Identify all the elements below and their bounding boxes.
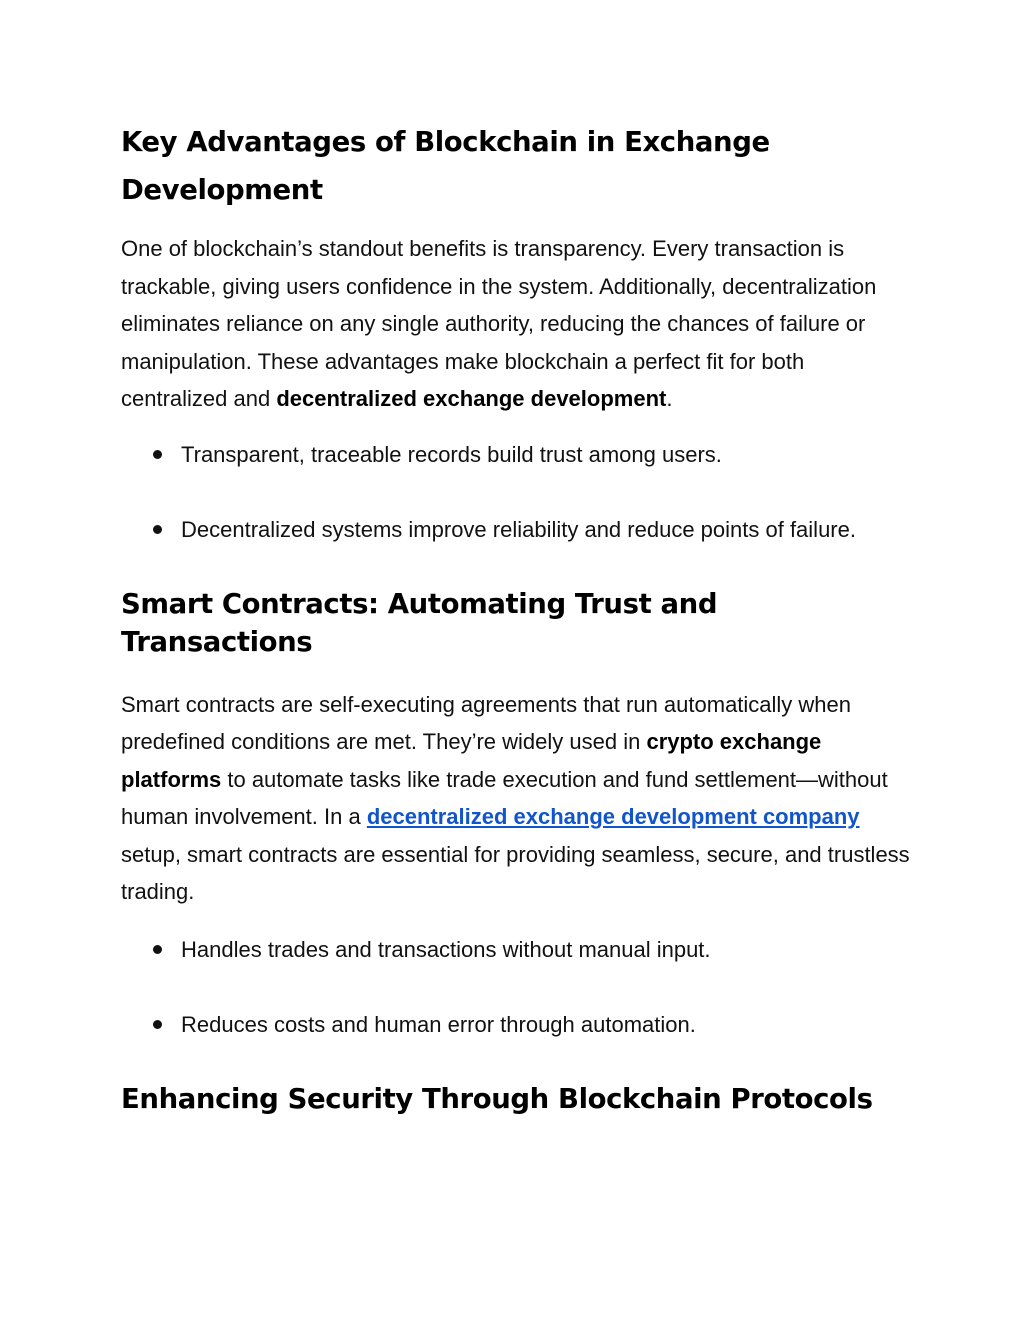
section-heading-security: Enhancing Security Through Blockchain Protocols — [121, 1082, 873, 1115]
section-heading-smart-contracts: Smart Contracts: Automating Trust and Transactions — [121, 587, 718, 658]
paragraph-text: setup, smart contracts are essential for providing seamless, secure, and trustless trading. — [121, 841, 910, 904]
paragraph-text: Smart contracts are self-executing agreements that run automatically when predefined conditions are met. They’re widely used in — [121, 691, 852, 754]
paragraph-text: One of blockchain’s standout benefits is transparency. Every transaction is trackable, giving users confidence in the system. Additionally, decentralization eliminates reliance on any single authority, reducing the chances of failure or manipulation. These advantages make blockchain a perfect fit for both centralized and — [121, 236, 877, 411]
list-item-text: Decentralized systems improve reliability and reduce points of failure. — [181, 517, 856, 542]
bullet-icon — [153, 525, 162, 534]
list-item-text: Transparent, traceable records build trust among users. — [181, 441, 722, 467]
decentralized-exchange-link[interactable]: decentralized exchange development company — [366, 804, 860, 829]
bullet-icon — [153, 1020, 162, 1029]
paragraph-text: to automate tasks like trade execution and fund settlement—without human involvement. In a — [121, 766, 888, 829]
section-heading-advantages: Key Advantages of Blockchain in Exchange Development — [121, 126, 770, 206]
paragraph-advantages — [121, 230, 911, 418]
bold-phrase: crypto exchange platforms — [121, 729, 822, 792]
list-item — [121, 436, 911, 474]
list-item — [121, 1006, 911, 1044]
list-item — [121, 931, 911, 969]
list-item-text: Reduces costs and human error through automation. — [181, 1012, 696, 1037]
list-item — [121, 511, 911, 549]
paragraph-smart-contracts — [121, 686, 911, 911]
bullet-icon — [153, 945, 162, 954]
paragraph-punctuation: . — [666, 386, 673, 411]
list-item-text: Handles trades and transactions without manual input. — [181, 936, 711, 962]
bold-phrase: decentralized exchange development — [276, 386, 667, 411]
document-page — [121, 118, 911, 1118]
bullet-list-advantages — [121, 436, 911, 549]
bullet-icon — [153, 450, 162, 459]
bullet-list-smart-contracts — [121, 931, 911, 1044]
